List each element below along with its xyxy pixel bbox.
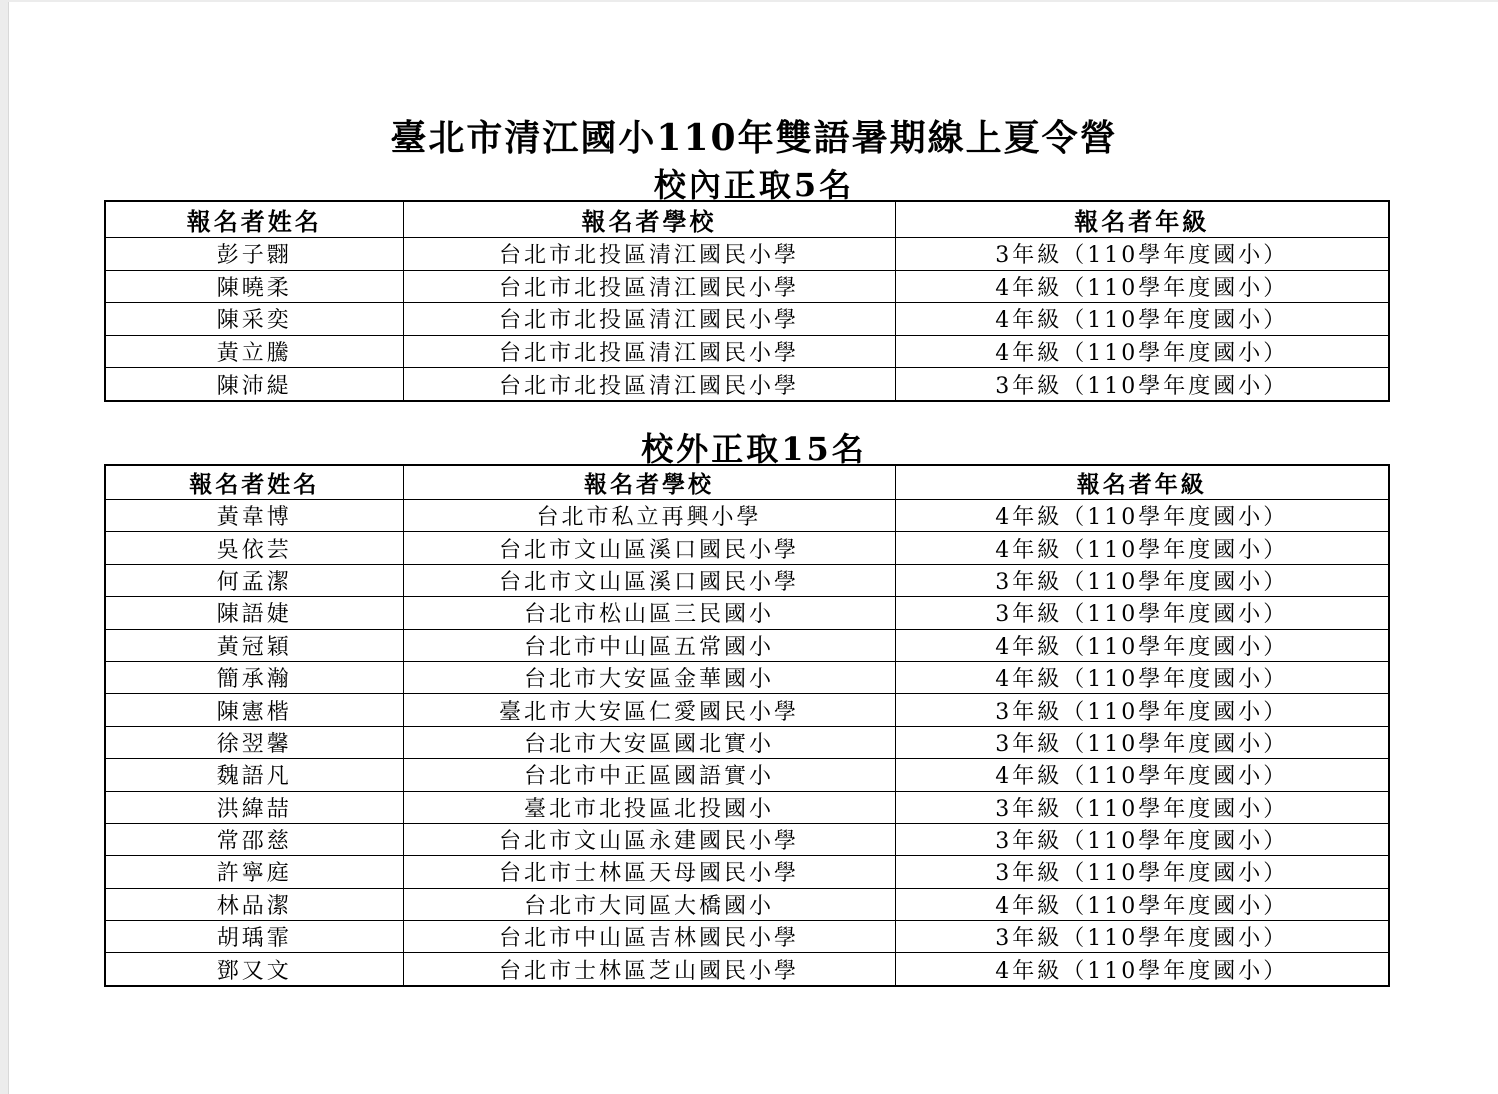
cell-name: 洪緯喆 [105,791,403,823]
cell-school: 台北市松山區三民國小 [403,597,895,629]
cell-name: 陳采奕 [105,303,403,336]
cell-name: 陳沛緹 [105,368,403,401]
cell-grade: 4年級（110學年度國小） [895,500,1389,532]
table-row [105,238,1389,271]
table-header-row [105,201,1389,238]
cell-name: 黃立騰 [105,335,403,368]
table-row [105,823,1389,855]
cell-name: 陳曉柔 [105,270,403,303]
cell-grade: 3年級（110學年度國小） [895,564,1389,596]
cell-school: 台北市文山區溪口國民小學 [403,564,895,596]
cell-school: 台北市北投區清江國民小學 [403,303,895,336]
cell-school: 台北市北投區清江國民小學 [403,368,895,401]
column-header-grade: 報名者年級 [895,465,1389,500]
table-row [105,500,1389,532]
cell-grade: 3年級（110學年度國小） [895,694,1389,726]
table-row [105,629,1389,661]
cell-name: 彭子翾 [105,238,403,271]
cell-grade: 4年級（110學年度國小） [895,335,1389,368]
cell-name: 陳語婕 [105,597,403,629]
cell-grade: 4年級（110學年度國小） [895,661,1389,693]
table-row [105,921,1389,953]
column-header-grade: 報名者年級 [895,201,1389,238]
cell-name: 黃冠穎 [105,629,403,661]
cell-name: 吳依芸 [105,532,403,564]
cell-name: 黃韋博 [105,500,403,532]
cell-grade: 4年級（110學年度國小） [895,629,1389,661]
table-row [105,856,1389,888]
table-row [105,303,1389,336]
cell-school: 台北市北投區清江國民小學 [403,270,895,303]
table-row [105,661,1389,693]
cell-school: 台北市大安區國北實小 [403,726,895,758]
document-title: 臺北市清江國小110年雙語暑期線上夏令營 [390,117,1118,159]
cell-name: 許寧庭 [105,856,403,888]
table-row [105,335,1389,368]
table-row [105,270,1389,303]
cell-school: 台北市中正區國語實小 [403,759,895,791]
cell-school: 台北市士林區天母國民小學 [403,856,895,888]
table-row [105,368,1389,401]
cell-school: 臺北市大安區仁愛國民小學 [403,694,895,726]
column-header-name: 報名者姓名 [105,201,403,238]
section-heading-internal: 校內正取5名 [653,166,855,204]
column-header-school: 報名者學校 [403,465,895,500]
cell-name: 林品潔 [105,888,403,920]
cell-grade: 4年級（110學年度國小） [895,270,1389,303]
cell-grade: 4年級（110學年度國小） [895,888,1389,920]
column-header-school: 報名者學校 [403,201,895,238]
cell-school: 台北市私立再興小學 [403,500,895,532]
table-row [105,888,1389,920]
cell-name: 何孟潔 [105,564,403,596]
cell-grade: 4年級（110學年度國小） [895,303,1389,336]
cell-grade: 3年級（110學年度國小） [895,823,1389,855]
cell-school: 台北市北投區清江國民小學 [403,335,895,368]
cell-name: 鄧又文 [105,953,403,986]
cell-school: 台北市北投區清江國民小學 [403,238,895,271]
cell-school: 台北市大安區金華國小 [403,661,895,693]
cell-grade: 3年級（110學年度國小） [895,238,1389,271]
cell-name: 常邵慈 [105,823,403,855]
document-page [8,2,1498,1094]
cell-grade: 3年級（110學年度國小） [895,368,1389,401]
table-row [105,564,1389,596]
external-admission-table [104,464,1390,987]
table-row [105,532,1389,564]
cell-grade: 3年級（110學年度國小） [895,791,1389,823]
table-row [105,597,1389,629]
cell-name: 簡承瀚 [105,661,403,693]
cell-grade: 4年級（110學年度國小） [895,532,1389,564]
column-header-name: 報名者姓名 [105,465,403,500]
cell-school: 台北市士林區芝山國民小學 [403,953,895,986]
cell-school: 台北市文山區永建國民小學 [403,823,895,855]
cell-grade: 4年級（110學年度國小） [895,759,1389,791]
cell-school: 台北市中山區五常國小 [403,629,895,661]
cell-grade: 3年級（110學年度國小） [895,921,1389,953]
cell-grade: 3年級（110學年度國小） [895,597,1389,629]
cell-school: 台北市中山區吉林國民小學 [403,921,895,953]
cell-name: 魏語凡 [105,759,403,791]
cell-school: 臺北市北投區北投國小 [403,791,895,823]
cell-name: 陳憲楷 [105,694,403,726]
internal-admission-table [104,200,1390,402]
table-row [105,726,1389,758]
cell-school: 台北市文山區溪口國民小學 [403,532,895,564]
table-row [105,953,1389,986]
cell-name: 胡瑀霏 [105,921,403,953]
table-row [105,759,1389,791]
table-row [105,694,1389,726]
cell-name: 徐翌馨 [105,726,403,758]
table-header-row [105,465,1389,500]
cell-grade: 4年級（110學年度國小） [895,953,1389,986]
cell-school: 台北市大同區大橋國小 [403,888,895,920]
table-row [105,791,1389,823]
section-heading-external: 校外正取15名 [641,430,867,468]
cell-grade: 3年級（110學年度國小） [895,726,1389,758]
cell-grade: 3年級（110學年度國小） [895,856,1389,888]
